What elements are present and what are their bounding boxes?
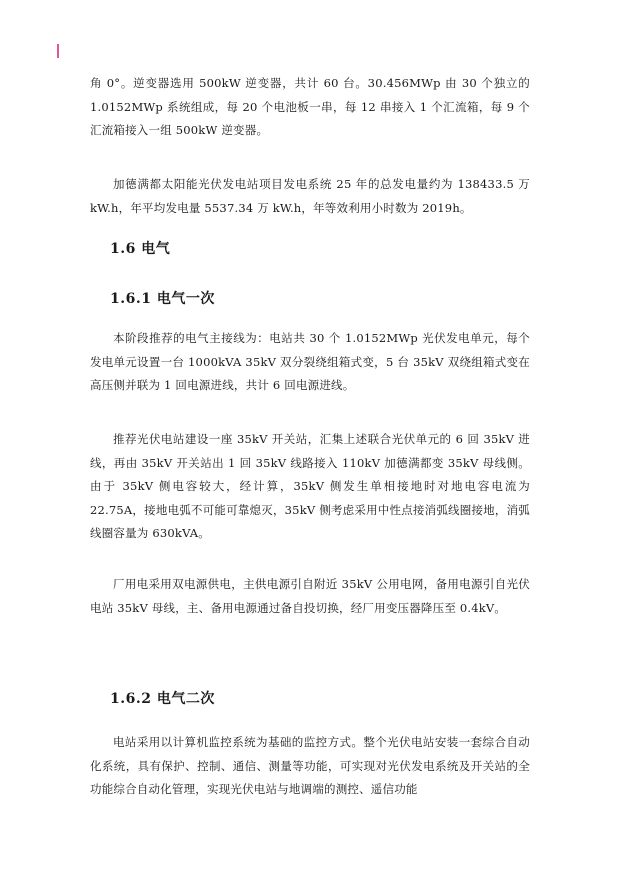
paragraph-switch-station: 推荐光伏电站建设一座 35kV 开关站，汇集上述联合光伏单元的 6 回 35kV 进线，再由 35kV 开关站出 1 回 35kV 线路接入 110kV 加德满都变 35kV 母线侧。由于 35kV 侧电容较大，经计算，35kV 侧发生单相接地时对地电容电流为 22.75A，接地电弧不可能可靠熄灭，35kV 侧考虑采用中性点接消弧线圈接地，消弧线圈容量为 630kVA。 [90, 432, 530, 540]
heading-1-6-1: 1.6.1 电气一次 [110, 291, 215, 307]
paragraph-generation: 加德满都太阳能光伏发电站项目发电系统 25 年的总发电量约为 138433.5 万 kW.h，年平均发电量 5537.34 万 kW.h，年等效利用小时数为 2019h。 [90, 177, 530, 215]
paragraph-inverter: 角 0°。逆变器选用 500kW 逆变器，共计 60 台。30.456MWp 由 30 个独立的 1.0152MWp 系统组成，每 20 个电池板一串，每 12 串接入 1 个汇流箱，每 9 个汇流箱接入一组 500kW 逆变器。 [90, 76, 530, 137]
heading-1-6: 1.6 电气 [110, 241, 171, 257]
page-edge-marker [57, 44, 59, 58]
paragraph-monitoring: 电站采用以计算机监控系统为基础的监控方式。整个光伏电站安装一套综合自动化系统，具有保护、控制、通信、测量等功能，可实现对光伏发电系统及开关站的全功能综合自动化管理，实现光伏电站与地调端的测控、遥信功能 [90, 735, 530, 796]
heading-1-6-2: 1.6.2 电气二次 [110, 691, 215, 707]
paragraph-station-power: 厂用电采用双电源供电，主供电源引自附近 35kV 公用电网，备用电源引自光伏电站 35kV 母线，主、备用电源通过备自投切换，经厂用变压器降压至 0.4kV。 [90, 577, 530, 615]
paragraph-main-wiring: 本阶段推荐的电气主接线为：电站共 30 个 1.0152MWp 光伏发电单元，每个发电单元设置一台 1000kVA 35kV 双分裂绕组箱式变，5 台 35kV 双绕组箱式变在高压侧并联为 1 回电源进线，共计 6 回电源进线。 [90, 331, 530, 392]
